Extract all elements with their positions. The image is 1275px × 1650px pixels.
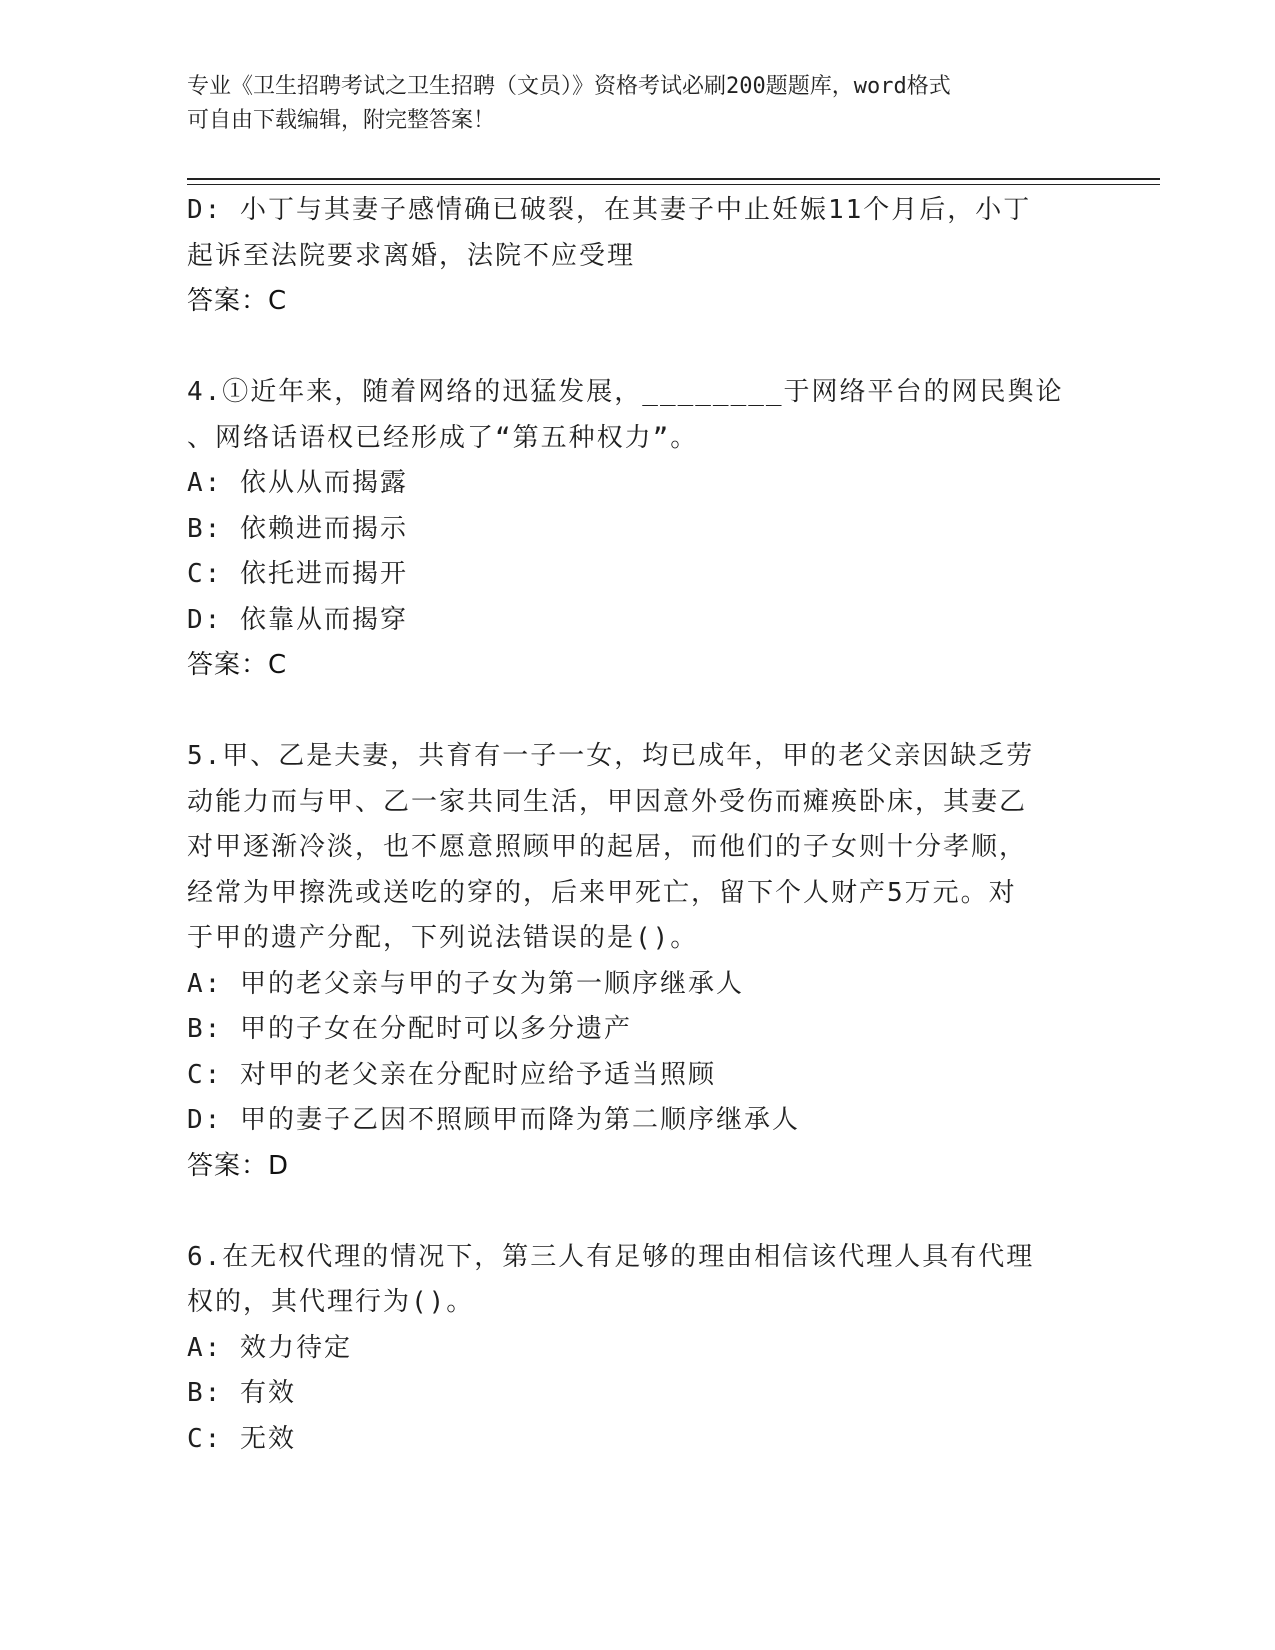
header-line: 可自由下载编辑，附完整答案！ [187, 108, 496, 133]
option-a: A: 甲的老父亲与甲的子女为第一顺序继承人 [187, 968, 744, 999]
option-a: A: 效力待定 [187, 1332, 352, 1363]
question-block [187, 734, 1067, 1189]
question-text: 5.甲、乙是夫妻，共育有一子一女，均已成年，甲的老父亲因缺乏劳 [187, 741, 1035, 771]
question-text: 于甲的遗产分配，下列说法错误的是()。 [187, 923, 699, 953]
question-text: 6.在无权代理的情况下，第三人有足够的理由相信该代理人具有代理 [187, 1241, 1035, 1272]
question-block [187, 370, 1067, 689]
question-text: 、网络话语权已经形成了“第五种权力”。 [187, 422, 699, 453]
question-text: 经常为甲擦洗或送吃的穿的，后来甲死亡，留下个人财产5万元。对 [187, 877, 1017, 908]
answer-label: 答案：C [187, 286, 288, 316]
answer-label: 答案：C [187, 650, 288, 680]
question-text: 对甲逐渐冷淡，也不愿意照顾甲的起居，而他们的子女则十分孝顺， [187, 832, 1028, 862]
option-a: A: 依从从而揭露 [187, 468, 408, 498]
option-c: C: 对甲的老父亲在分配时应给予适当照顾 [187, 1059, 716, 1090]
option-b: B: 依赖进而揭示 [187, 513, 408, 544]
option-text: 起诉至法院要求离婚，法院不应受理 [187, 240, 636, 271]
question-list [187, 188, 1067, 1462]
header-line: 专业《卫生招聘考试之卫生招聘（文员）》资格考试必刷200题题库，word格式 [187, 74, 951, 99]
option-b: B: 甲的子女在分配时可以多分遗产 [187, 1014, 632, 1044]
question-text: 动能力而与甲、乙一家共同生活，甲因意外受伤而瘫痪卧床，其妻乙 [187, 786, 1028, 817]
question-block [187, 1235, 1067, 1463]
option-b: B: 有效 [187, 1378, 296, 1408]
header-divider [187, 178, 1160, 180]
option-c: C: 依托进而揭开 [187, 559, 408, 589]
question-block [187, 188, 1067, 325]
option-d: D: 甲的妻子乙因不照顾甲而降为第二顺序继承人 [187, 1105, 800, 1135]
answer-label: 答案：D [187, 1150, 290, 1181]
question-text: 4.①近年来，随着网络的迅猛发展，________于网络平台的网民舆论 [187, 377, 1064, 407]
spacer [187, 1189, 1067, 1235]
spacer [187, 325, 1067, 371]
spacer [187, 689, 1067, 735]
option-text: D: 小丁与其妻子感情确已破裂，在其妻子中止妊娠11个月后，小丁 [187, 195, 1032, 225]
question-text: 权的，其代理行为()。 [187, 1287, 475, 1317]
option-c: C: 无效 [187, 1423, 296, 1454]
option-d: D: 依靠从而揭穿 [187, 604, 408, 635]
page-header [187, 70, 1067, 138]
header-divider-thin [187, 184, 1160, 185]
